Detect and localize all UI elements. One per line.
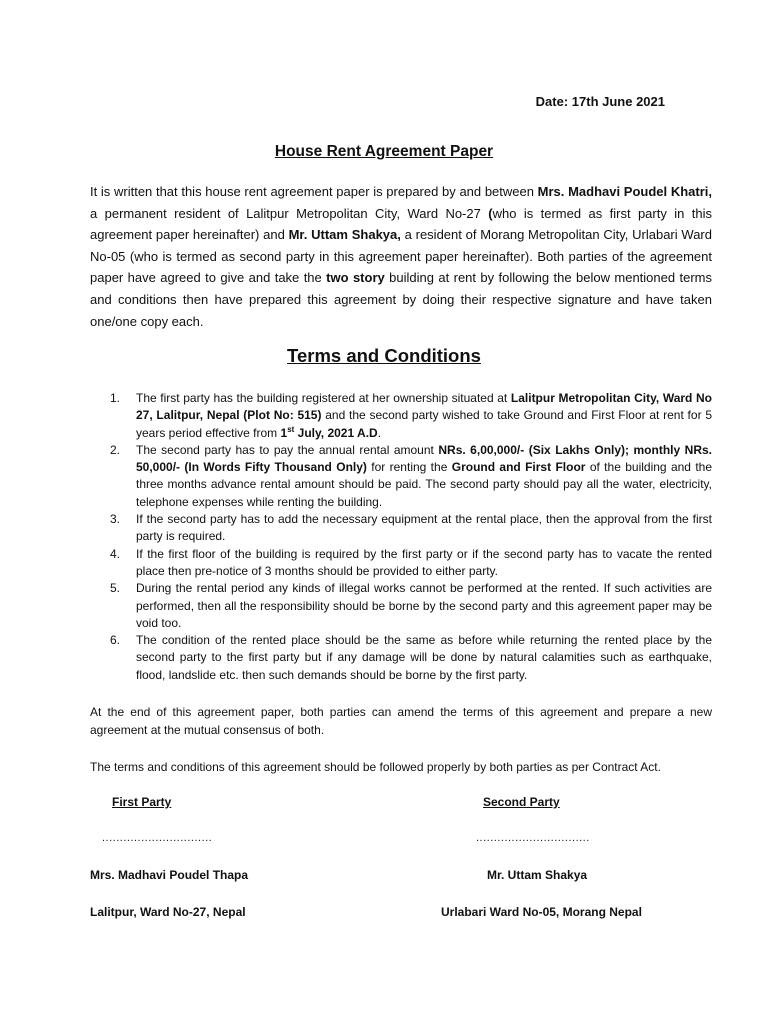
second-party-signatory-name: Mr. Uttam Shakya bbox=[487, 868, 588, 882]
agreement-date: Date: 17th June 2021 bbox=[535, 94, 665, 109]
property-location: Lalitpur Metropolitan City, Ward No 27, Lalitpur, Nepal (Plot No: 515) bbox=[136, 391, 712, 423]
intro-text: a permanent resident of Lalitpur Metropolitan City, Ward No-27 bbox=[90, 205, 489, 221]
term-item bbox=[110, 442, 712, 511]
first-party-address: Lalitpur, Ward No-27, Nepal bbox=[90, 905, 246, 919]
term-text: . bbox=[377, 425, 382, 440]
first-party-name: Mrs. Madhavi Poudel Khatri, bbox=[537, 184, 712, 199]
terms-heading: Terms and Conditions bbox=[287, 345, 481, 366]
intro-paragraph bbox=[90, 181, 712, 332]
second-party-name: Mr. Uttam Shakya, bbox=[288, 227, 401, 243]
term-text: for renting the bbox=[366, 460, 452, 475]
intro-text: It is written that this house rent agreement paper is prepared by and between bbox=[90, 184, 538, 199]
document-title: House Rent Agreement Paper bbox=[274, 143, 494, 160]
term-text: The condition of the rented place should be the same as before while returning the rented place by the second party to the first party but if any damage will be done by natural calamities such as earthquake, flood, landslide etc. then such demands should be borne by the first party. bbox=[136, 633, 712, 682]
term-text: The second party has to pay the annual rental amount bbox=[136, 442, 439, 457]
first-party-signatory-name: Mrs. Madhavi Poudel Thapa bbox=[90, 868, 249, 882]
term-item bbox=[110, 390, 712, 442]
first-party-signature-line: ............................... bbox=[102, 832, 213, 844]
intro-paren: ( bbox=[488, 205, 493, 221]
term-text: and the second party wished to take Ground and First Floor at rent for 5 years period effective from bbox=[136, 408, 712, 440]
intro-text: building at rent by following the below mentioned terms and conditions then have prepared this agreement by doing their respective signature and have taken one/one copy each. bbox=[90, 270, 712, 329]
second-party-signature-line: ................................ bbox=[476, 832, 590, 844]
rented-floors: Ground and First Floor bbox=[451, 460, 586, 475]
term-text: If the first floor of the building is required by the first party or if the second party has to vacate the rented place then pre-notice of 3 months should be provided to either party. bbox=[136, 546, 712, 578]
term-item bbox=[110, 511, 712, 546]
start-day: 1 bbox=[280, 425, 288, 440]
intro-text: a resident of Morang Metropolitan City, Urlabari Ward No-05 (who is termed as second party in this agreement paper hereinafter). Both parties of the agreement paper have agreed to give and take the bbox=[90, 227, 712, 286]
term-number: 2. bbox=[110, 442, 121, 457]
building-type: two story bbox=[326, 270, 385, 286]
term-item bbox=[110, 632, 712, 684]
term-number: 1. bbox=[110, 391, 121, 405]
contract-act-paragraph: The terms and conditions of this agreement should be followed properly by both parties as per Contract Act. bbox=[90, 760, 661, 774]
start-date: July, 2021 A.D bbox=[294, 425, 378, 440]
start-day-suffix: st bbox=[287, 424, 295, 434]
term-item bbox=[110, 580, 712, 632]
term-text: of the building and the three months advance rental amount should be paid. The second party should pay all the water, electricity, telephone expenses while renting the building. bbox=[136, 460, 713, 509]
term-text: If the second party has to add the necessary equipment at the rental place, then the approval from the first party is required. bbox=[136, 512, 712, 544]
second-party-address: Urlabari Ward No-05, Morang Nepal bbox=[441, 905, 642, 919]
term-number: 6. bbox=[110, 633, 121, 648]
term-number: 3. bbox=[110, 512, 121, 527]
term-number: 4. bbox=[110, 546, 121, 561]
terms-list bbox=[110, 390, 712, 684]
term-number: 5. bbox=[110, 581, 121, 596]
second-party-heading: Second Party bbox=[483, 795, 560, 809]
first-party-heading: First Party bbox=[112, 795, 172, 809]
rent-amount: NRs. 6,00,000/- (Six Lakhs Only); monthly NRs. 50,000/- (In Words Fifty Thousand Only) bbox=[136, 442, 712, 475]
amendment-paragraph: At the end of this agreement paper, both parties can amend the terms of this agreement and prepare a new agreement at the mutual consensus of both. bbox=[90, 705, 712, 737]
intro-text: who is termed as first party in this agreement paper hereinafter) and bbox=[90, 205, 712, 243]
term-text: The first party has the building registered at her ownership situated at bbox=[136, 391, 511, 405]
term-item bbox=[110, 546, 712, 581]
term-text: During the rental period any kinds of illegal works cannot be performed at the rented. If such activities are performed, then all the responsibility should be borne by the second party and this agreement paper may be void too. bbox=[136, 581, 712, 630]
